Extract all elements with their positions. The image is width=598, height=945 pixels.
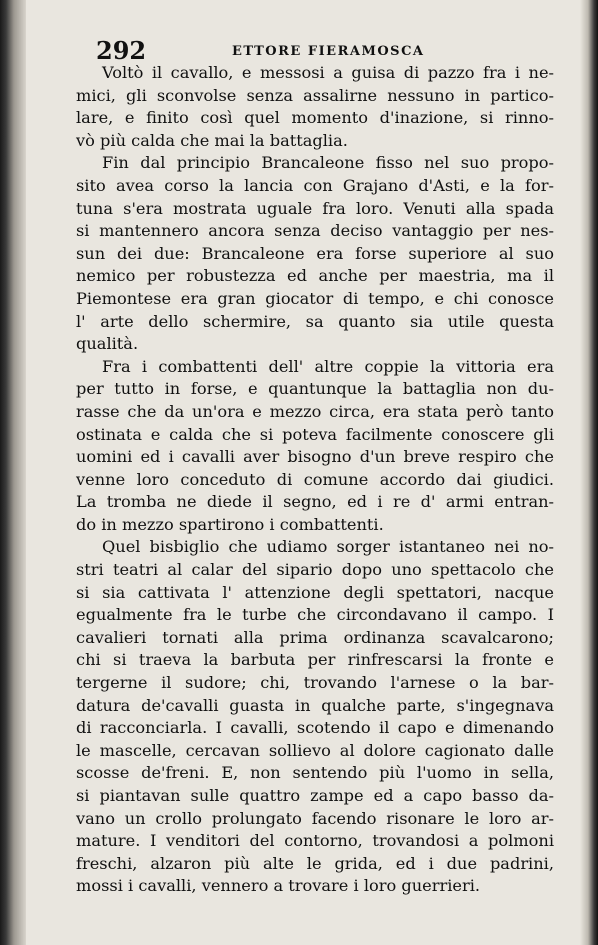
text-line: vano un crollo prolungato facendo risonare le loro ar- <box>76 808 554 828</box>
text-line: uomini ed i cavalli aver bisogno d'un breve respiro che <box>76 447 554 467</box>
text-line: mature. I venditori del contorno, trovandosi a polmoni <box>76 831 554 851</box>
text-line: Quel bisbiglio che udiamo sorger istantaneo nei no- <box>102 537 554 557</box>
text-line: si sia cattivata l' attenzione degli spettatori, nacque <box>76 582 554 602</box>
text-line: La tromba ne diede il segno, ed i re d' armi entran- <box>76 492 554 512</box>
text-line: cavalieri tornati alla prima ordinanza scavalcarono; <box>76 627 554 647</box>
text-line: scosse de'freni. E, non sentendo più l'uomo in sella, <box>76 763 554 783</box>
running-head: ETTORE FIERAMOSCA <box>232 44 425 59</box>
text-line: Fra i combattenti dell' altre coppie la vittoria era <box>102 356 554 376</box>
paragraph <box>76 356 554 537</box>
text-line: vò più calda che mai la battaglia. <box>76 130 348 150</box>
text-line: tergerne il sudore; chi, trovando l'arnese o la bar- <box>76 673 554 693</box>
text-line: si piantavan sulle quattro zampe ed a capo basso da- <box>76 786 554 805</box>
paragraph <box>76 536 554 898</box>
paragraph <box>76 152 554 355</box>
text-line: nemico per robustezza ed anche per maestria, ma il <box>76 266 554 286</box>
text-line: sun dei due: Brancaleone era forse superiore al suo <box>76 243 554 263</box>
paragraph <box>76 62 554 152</box>
text-line: ostinata e calda che si poteva facilmente conoscere gli <box>76 424 554 444</box>
text-line: per tutto in forse, e quantunque la battaglia non du- <box>76 379 554 399</box>
text-line: si mantennero ancora senza deciso vantaggio per nes- <box>76 221 554 241</box>
text-line: chi si traeva la barbuta per rinfrescarsi la fronte e <box>76 650 554 670</box>
text-line: Fin dal principio Brancaleone fisso nel suo propo- <box>102 153 554 173</box>
text-line: di racconciarla. I cavalli, scotendo il capo e dimenando <box>76 718 554 738</box>
text-line: stri teatri al calar del sipario dopo uno spettacolo che <box>76 560 554 580</box>
body-text <box>76 62 554 898</box>
page-gutter-shadow <box>0 0 26 945</box>
text-line: qualità. <box>76 334 139 354</box>
page-number: 292 <box>96 36 147 65</box>
text-line: l' arte dello schermire, sa quanto sia utile questa <box>76 311 554 331</box>
text-line: sito avea corso la lancia con Grajano d'Asti, e la for- <box>76 175 554 195</box>
text-line: datura de'cavalli guasta in qualche parte, s'ingegnava <box>76 695 554 715</box>
text-line: egualmente fra le turbe che circondavano il campo. I <box>76 605 554 625</box>
text-line: mici, gli sconvolse senza assalirne nessuno in partico- <box>76 85 554 105</box>
text-line: lare, e finito così quel momento d'inazione, si rinno- <box>76 108 554 128</box>
text-line: Piemontese era gran giocator di tempo, e chi conosce <box>76 288 554 308</box>
text-line: mossi i cavalli, vennero a trovare i loro guerrieri. <box>76 876 481 896</box>
text-line: venne loro conceduto di comune accordo dai giudici. <box>76 469 554 489</box>
text-line: Voltò il cavallo, e messosi a guisa di pazzo fra i ne- <box>102 63 554 82</box>
text-line: freschi, alzaron più alte le grida, ed i due padrini, <box>76 853 554 873</box>
text-line: do in mezzo spartirono i combattenti. <box>76 514 384 534</box>
text-line: tuna s'era mostrata uguale fra loro. Venuti alla spada <box>76 198 554 218</box>
text-line: rasse che da un'ora e mezzo circa, era stata però tanto <box>76 401 554 421</box>
page-edge-shadow <box>580 0 598 945</box>
text-line: le mascelle, cercavan sollievo al dolore cagionato dalle <box>76 740 554 760</box>
